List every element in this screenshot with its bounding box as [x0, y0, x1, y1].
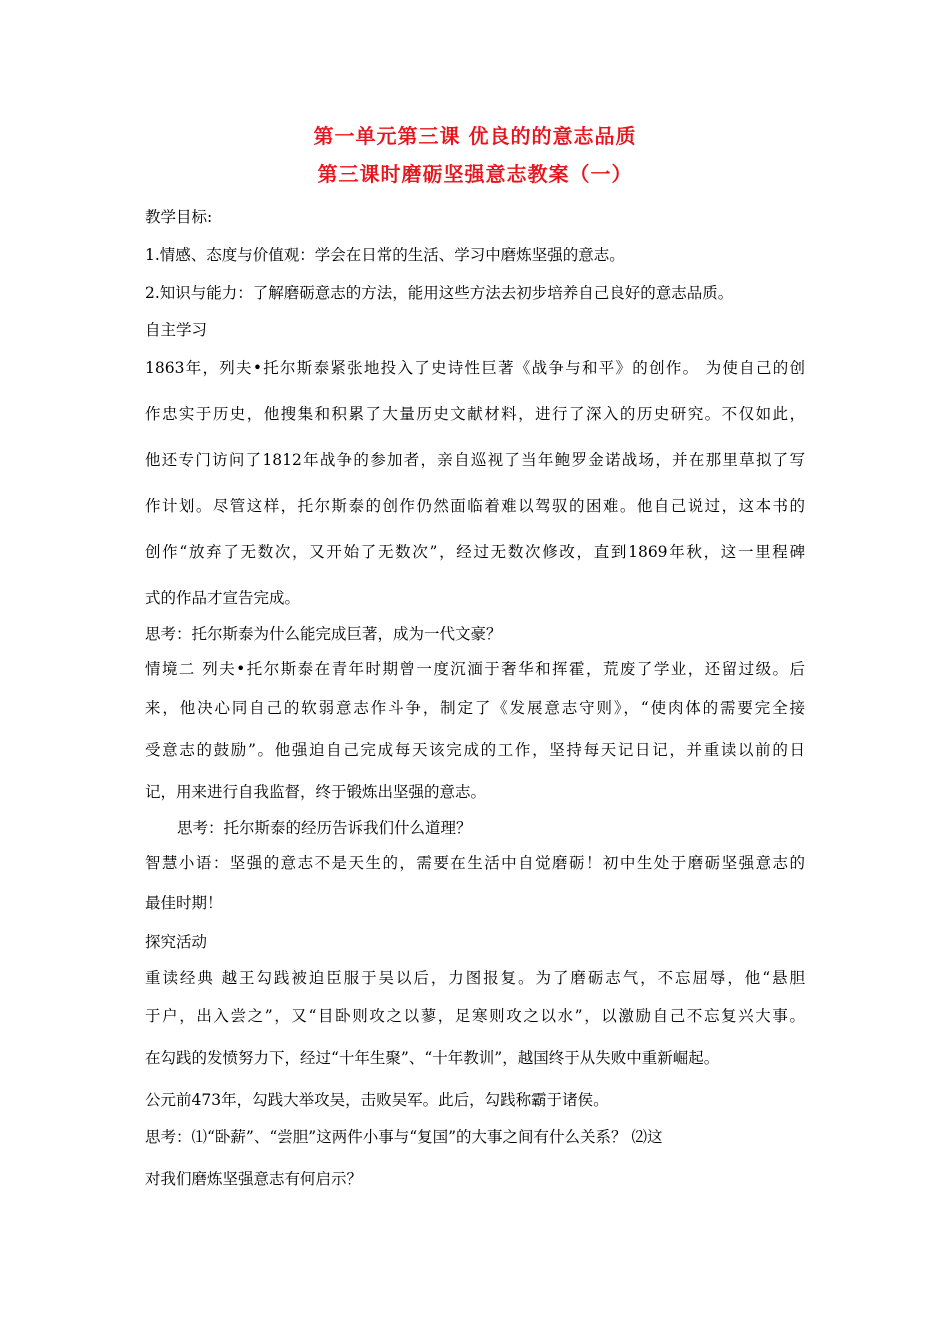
paragraph-line: 在勾践的发愤努力下，经过“十年生聚”、“十年教训”，越国终于从失败中重新崛起。 — [145, 1049, 720, 1067]
section-heading-explore: 探究活动 — [145, 933, 208, 951]
document-title: 第一单元第三课 优良的的意志品质 — [313, 124, 637, 148]
paragraph-line: 于户，出入尝之”，又“目卧则攻之以蓼，足寒则攻之以水”，以激励自己不忘复兴大事。 — [145, 1007, 805, 1025]
section-heading-self-study: 自主学习 — [145, 321, 208, 339]
paragraph-line: 公元前473年，勾践大举攻吴，击败吴军。此后，勾践称霸于诸侯。 — [145, 1091, 609, 1109]
question-line: 思考：托尔斯泰为什么能完成巨著，成为一代文豪？ — [145, 625, 502, 643]
paragraph-line: 创作“放弃了无数次，又开始了无数次”，经过无数次修改，直到1869年秋，这一里程碑 — [145, 543, 805, 561]
objective-item: 2.知识与能力：了解磨砺意志的方法，能用这些方法去初步培养自己良好的意志品质。 — [145, 284, 734, 302]
paragraph-line: 作忠实于历史，他搜集和积累了大量历史文献材料，进行了深入的历史研究。不仅如此， — [145, 405, 805, 423]
paragraph-line: 重读经典 越王勾践被迫臣服于吴以后，力图报复。为了磨砺志气，不忘屈辱，他“悬胆 — [145, 969, 805, 987]
wisdom-line: 智慧小语：坚强的意志不是天生的，需要在生活中自觉磨砺！初中生处于磨砺坚强意志的 — [145, 854, 805, 872]
paragraph-line: 情境二 列夫•托尔斯泰在青年时期曾一度沉湎于奢华和挥霍，荒废了学业，还留过级。后 — [145, 660, 805, 678]
paragraph-line: 来，他决心同自己的软弱意志作斗争，制定了《发展意志守则》，“使肉体的需要完全接 — [145, 699, 805, 717]
paragraph-line: 1863年，列夫•托尔斯泰紧张地投入了史诗性巨著《战争与和平》的创作。 为使自己的创 — [145, 359, 805, 377]
paragraph-line: 作计划。尽管这样，托尔斯泰的创作仍然面临着难以驾驭的困难。他自己说过，这本书的 — [145, 497, 805, 515]
section-heading-objectives: 教学目标: — [145, 208, 213, 226]
wisdom-line: 最佳时期！ — [145, 894, 223, 912]
paragraph-line: 式的作品才宣告完成。 — [145, 589, 301, 607]
question-line: 思考：托尔斯泰的经历告诉我们什么道理？ — [177, 819, 472, 837]
paragraph-line: 他还专门访问了1812年战争的参加者，亲自巡视了当年鲍罗金诺战场，并在那里草拟了写 — [145, 451, 805, 469]
document-subtitle: 第三课时磨砺坚强意志教案（一） — [317, 162, 633, 186]
question-line: 思考：⑴“卧薪”、“尝胆”这两件小事与“复国”的大事之间有什么关系？ ⑵这 — [145, 1128, 663, 1146]
question-line: 对我们磨炼坚强意志有何启示？ — [145, 1170, 363, 1188]
paragraph-line: 记，用来进行自我监督，终于锻炼出坚强的意志。 — [145, 783, 487, 801]
paragraph-line: 受意志的鼓励”。他强迫自己完成每天该完成的工作，坚持每天记日记，并重读以前的日 — [145, 741, 805, 759]
objective-item: 1.情感、态度与价值观：学会在日常的生活、学习中磨炼坚强的意志。 — [145, 246, 625, 264]
